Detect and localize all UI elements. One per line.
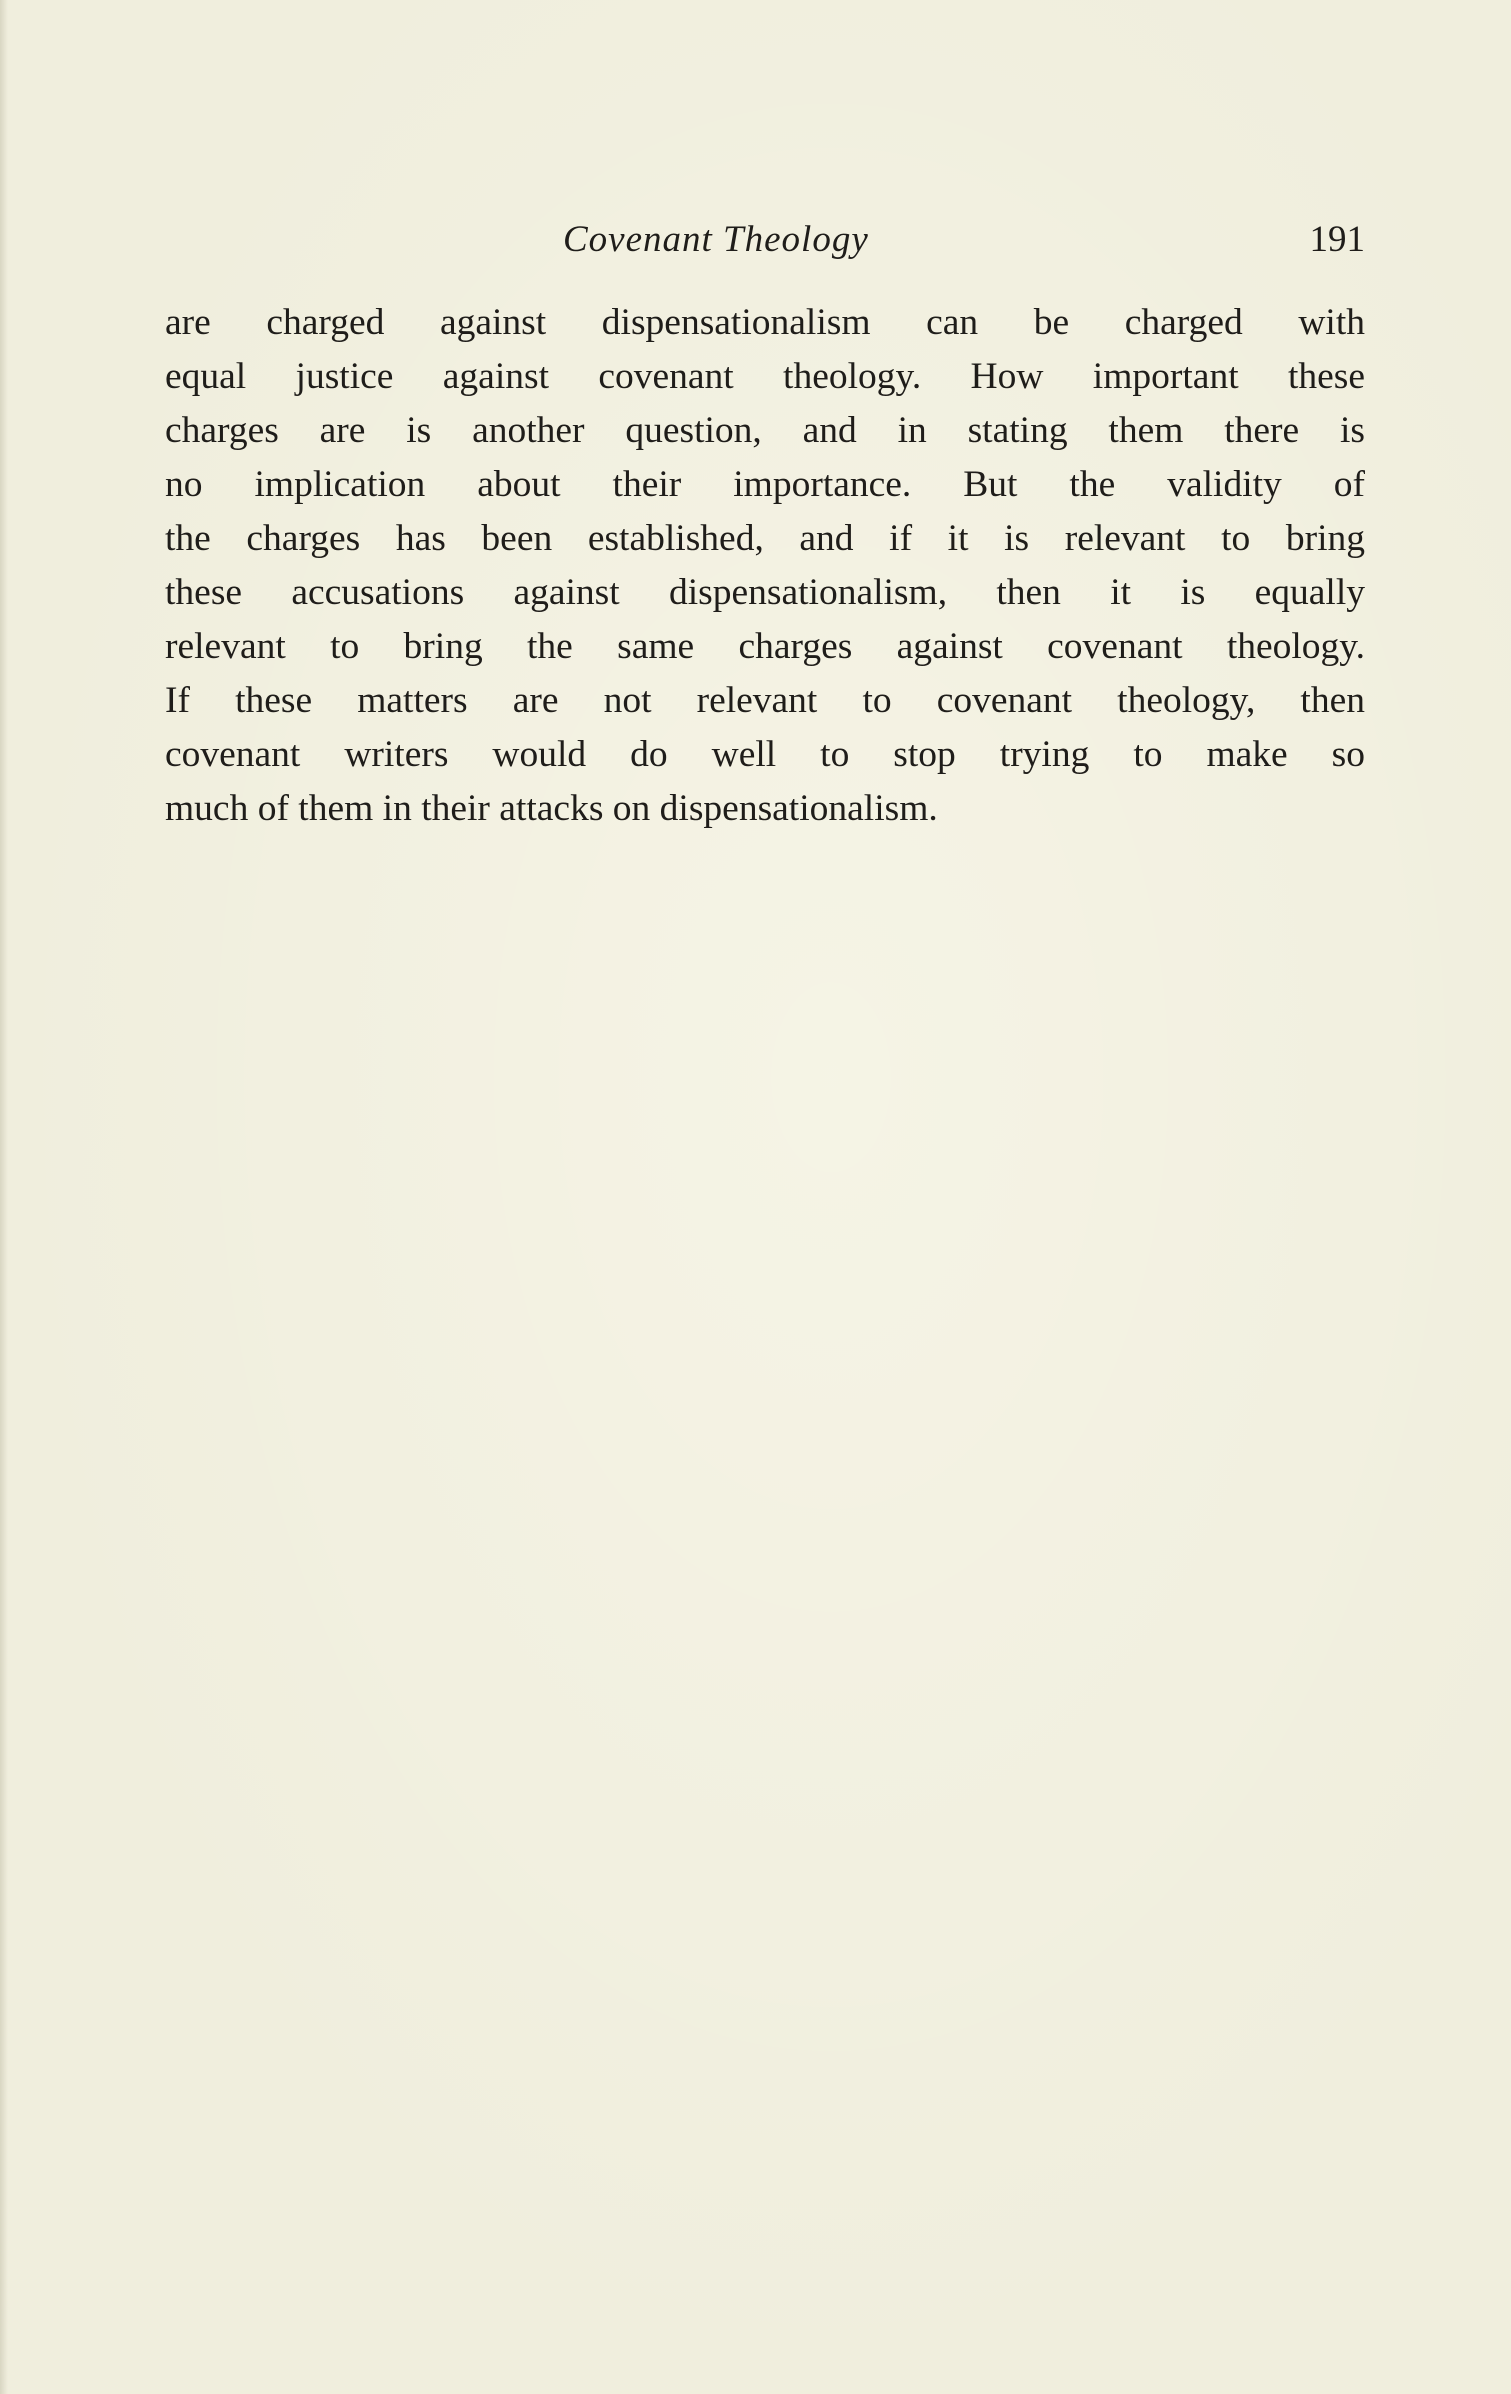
text-line: are charged against dispensationalism can be charged with	[165, 302, 1365, 343]
page-edge-shadow	[0, 0, 8, 2394]
running-title: Covenant Theology	[563, 219, 869, 260]
text-line: the charges has been established, and if it is relevant to bring	[165, 518, 1365, 559]
body-paragraph	[165, 296, 1365, 836]
text-line: relevant to bring the same charges against covenant theology.	[165, 626, 1365, 667]
text-line: no implication about their importance. But the validity of	[165, 464, 1365, 505]
text-line: equal justice against covenant theology. How important these	[165, 356, 1365, 397]
running-head	[165, 218, 1365, 278]
text-line: If these matters are not relevant to covenant theology, then	[165, 680, 1365, 721]
text-line: charges are is another question, and in stating them there is	[165, 410, 1365, 451]
page-number: 191	[1309, 219, 1365, 260]
text-line: these accusations against dispensationalism, then it is equally	[165, 572, 1365, 613]
text-line: much of them in their attacks on dispensationalism.	[165, 788, 938, 829]
text-line: covenant writers would do well to stop trying to make so	[165, 734, 1365, 775]
